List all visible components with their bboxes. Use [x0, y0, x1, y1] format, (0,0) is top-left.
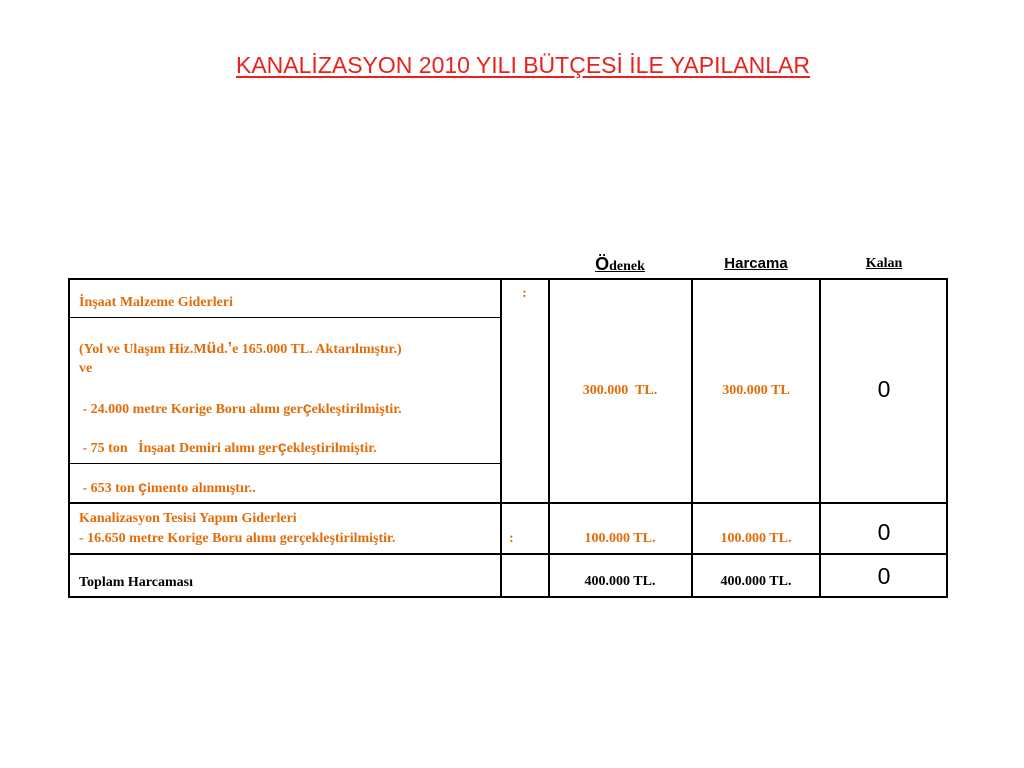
- insaat-detail-line2: ve: [79, 361, 93, 376]
- table-line-cement: [68, 463, 501, 464]
- insaat-kalan: 0: [877, 376, 891, 402]
- table-col-divider-3: [691, 278, 693, 598]
- toplam-kalan: 0: [877, 563, 891, 589]
- tesis-harcama: 100.000 TL.: [720, 531, 792, 546]
- detail-mark: ’: [227, 340, 233, 357]
- tesis-label-line1: Kanalizasyon Tesisi Yapım Giderleri: [79, 511, 297, 526]
- table-col-divider-1: [500, 278, 502, 598]
- detail-mark: ç: [302, 400, 312, 417]
- detail-text: imento alınmıştır..: [147, 481, 256, 496]
- detail-text: - 24.000 metre Korige Boru alımı ger: [79, 402, 303, 417]
- table-line-tesis: [68, 502, 948, 504]
- tesis-label-line2: - 16.650 metre Korige Boru alımı gerçekleştirilmiştir.: [79, 531, 396, 546]
- detail-mark: ç: [277, 439, 287, 456]
- toplam-label: Toplam Harcaması: [79, 575, 193, 590]
- detail-text: (Yol ve Ulaşım Hiz.M: [79, 342, 207, 357]
- header-harcama: Harcama: [724, 255, 788, 272]
- page-title: KANALİZASYON 2010 YILI BÜTÇESİ İLE YAPILANLAR: [236, 52, 810, 78]
- tesis-kalan: 0: [877, 519, 891, 545]
- tesis-colon: :: [509, 531, 514, 546]
- insaat-odenek: 300.000 TL.: [582, 383, 658, 398]
- table-line-insaat-detail: [68, 317, 501, 318]
- header-odenek-initial: Ö: [595, 254, 610, 274]
- detail-text: e 165.000 TL. Aktarılmıştır.): [232, 342, 402, 357]
- table-col-divider-2: [548, 278, 550, 598]
- header-kalan: Kalan: [865, 256, 903, 271]
- toplam-harcama: 400.000 TL.: [720, 574, 792, 589]
- table-border-top: [68, 278, 948, 280]
- tesis-odenek: 100.000 TL.: [584, 531, 656, 546]
- table-line-toplam: [68, 553, 948, 555]
- insaat-cement: [79, 478, 256, 499]
- table-border-right: [946, 278, 948, 598]
- insaat-label: İnşaat Malzeme Giderleri: [79, 295, 233, 310]
- insaat-detail-line3: [79, 399, 402, 420]
- insaat-harcama: 300.000 TL: [722, 383, 790, 398]
- detail-text: - 653 ton: [79, 481, 139, 496]
- insaat-detail-line4: [79, 438, 377, 459]
- detail-text: ekleştirilmiştir.: [286, 441, 377, 456]
- detail-mark: ü: [206, 340, 217, 357]
- table-border-left: [68, 278, 70, 598]
- header-odenek-rest: denek: [609, 259, 645, 274]
- table-col-divider-4: [819, 278, 821, 598]
- toplam-odenek: 400.000 TL.: [584, 574, 656, 589]
- insaat-colon: :: [522, 286, 527, 301]
- table-border-bottom: [68, 596, 948, 598]
- detail-text: ekleştirilmiştir.: [311, 402, 402, 417]
- insaat-detail-line1: [79, 339, 402, 360]
- detail-text: d.: [216, 342, 228, 357]
- detail-mark: ç: [138, 479, 148, 496]
- detail-text: - 75 ton İnşaat Demiri alımı ger: [79, 441, 278, 456]
